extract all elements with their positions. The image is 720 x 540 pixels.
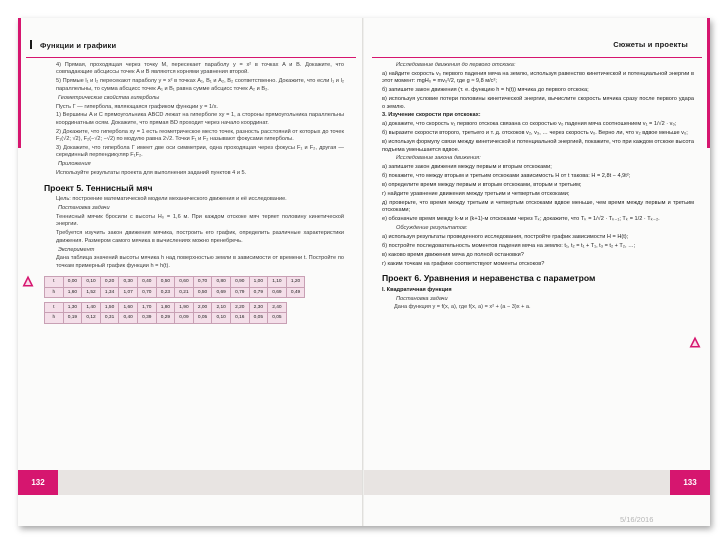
table-cell: 1,00 (249, 277, 268, 287)
table-cell: 0,16 (230, 313, 249, 323)
table-cell: 1,52 (82, 287, 101, 297)
table-cell: 0,05 (249, 313, 268, 323)
table-cell: 0,70 (193, 277, 212, 287)
paragraph: б) покажите, что между вторым и третьим отскоками зависимость H от t такова: H = 2,8t − 4,9t²; (382, 173, 631, 180)
paragraph: в) определите время между первым и вторым отскоками, вторым и третьим; (382, 182, 582, 189)
table-cell: 0,69 (212, 287, 231, 297)
subheading: Приложения (58, 161, 91, 168)
subheading: Исследование движения до первого отскока: (396, 62, 516, 68)
table-cell: 0,90 (230, 277, 249, 287)
subheading: Геометрические свойства гиперболы (58, 94, 160, 101)
table-cell: 1,34 (100, 287, 119, 297)
table-cell: t (45, 277, 64, 287)
table-cell: 0,19 (63, 313, 82, 323)
table-cell: 1,90 (175, 303, 194, 313)
table-cell: 0,30 (119, 277, 138, 287)
section-heading: I. Квадратичная функция (382, 286, 452, 293)
table-cell: 0,69 (268, 287, 287, 297)
left-body (44, 62, 344, 324)
table-cell: 0,79 (249, 287, 268, 297)
paragraph: Используйте результаты проекта для выполнения заданий пунктов 4 и 5. (56, 170, 247, 177)
paragraph: Дана таблица значений высоты мячика h над поверхностью земли в зависимости от времени t. Постройте по точкам примерный график функции h = h(t). (56, 255, 344, 269)
table-cell: 1,30 (63, 303, 82, 313)
paragraph: б) выразите скорости второго, третьего и т. д. отскоков v₂, v₃, … через скорость v₀. Верно ли, что v₂ вдвое меньше v₀; (382, 130, 688, 137)
project-marker-icon (689, 336, 701, 348)
table-cell: 0,40 (137, 277, 156, 287)
table-row-h (45, 287, 305, 297)
table-cell: 0,23 (156, 287, 175, 297)
table-cell: 0,10 (212, 313, 231, 323)
paragraph: 5) Прямые l₁ и l₂ пересекают параболу y = x² в точках A₁, B₁ и A₂, B₂ соответственно. Докажите, что если l₁ и l₂ параллельны, то сумма абсцисс точек A₁ и B₁ равна сумме абсцисс точек A₂ и B₂. (56, 78, 344, 92)
height-table-2 (44, 302, 287, 324)
left-header-rule (26, 57, 356, 58)
paragraph: Теннисный мячик бросили с высоты H₀ = 1,6 м. При каждом отскоке мяч теряет половину кинетической энергии. (56, 213, 344, 228)
paragraph: 3) Докажите, что гипербола Г имеет две оси симметрии, одна проходящая через фокусы F₁ и F₂, другая — серединный перпендикуляр F₁F₂. (56, 145, 344, 159)
paragraph: в) используя условие потери половины кинетической энергии, вычислите скорость мячика сразу после первого удара о землю. (382, 96, 694, 110)
table-cell: 0,09 (175, 313, 194, 323)
table-cell: h (45, 287, 64, 297)
table-cell: 2,00 (193, 303, 212, 313)
paragraph: 4) Прямая, проходящая через точку M, пересекает параболу y = x² в точках A и B. Докажите, что совпадающие абсциссы точек A и B являются корнями уравнения второй. (56, 62, 344, 76)
table-cell: 0,40 (119, 313, 138, 323)
left-page-number: 132 (18, 470, 58, 495)
table-cell: 0,21 (175, 287, 194, 297)
paragraph: Требуется изучить закон движения мячика, построить его график, определить различные характеристики движения. Размером самого мячика в вычислениях можно пренебречь. (56, 230, 344, 244)
table-cell: 1,10 (268, 277, 287, 287)
right-header-rule (372, 57, 702, 58)
table-row-h (45, 313, 287, 323)
table-cell: 1,60 (119, 303, 138, 313)
left-footer-band (58, 470, 364, 495)
table-cell: 0,39 (137, 313, 156, 323)
paragraph: а) найдите скорость v₀ первого падения мяча на землю, используя равенство кинетической и потенциальной энергии в этот момент: mgH₀ = mv₀²/2, где g ≈ 9,8 м/с²; (382, 70, 694, 85)
section-heading: 3. Изучение скорости при отскоках: (382, 112, 481, 119)
paragraph: 1) Вершины A и C прямоугольника ABCD лежат на гиперболе xy = 1, а стороны прямоугольника параллельны координатным осям. Докажите, что прямая BD проходит через начало координат. (56, 112, 344, 126)
table-cell: 1,07 (119, 287, 138, 297)
table-cell: 0,49 (286, 287, 305, 297)
paragraph: Дана функция y = f(x, a), где f(x, a) = x² + (a − 3)x + a. (394, 304, 531, 311)
paragraph: Цель: построение математической модели механического движения и её исследование. (56, 196, 287, 203)
right-running-header (613, 40, 688, 54)
right-page (364, 18, 710, 526)
table-cell: 2,10 (212, 303, 231, 313)
table-cell: 0,60 (175, 277, 194, 287)
table-cell: 1,70 (137, 303, 156, 313)
paragraph: е) обозначьте время между k-м и (k+1)-м отскоками через Tₖ; докажите, что Tₖ = 1/√2 · Tₖ₋₁; Tₖ = 1/2 · Tₖ₋₂. (382, 216, 660, 223)
paragraph: б) постройте последовательность моментов падения мяча на землю: t₁, t₂ = t₁ + T₁, t₃ = t₂ + T₂, …; (382, 243, 636, 250)
project-5-title: Проект 5. Теннисный мяч (44, 182, 153, 193)
height-table-1 (44, 276, 305, 298)
table-row-t (45, 277, 305, 287)
paragraph: а) запишите закон движения между первым и вторым отскоками; (382, 164, 552, 171)
table-cell: t (45, 303, 64, 313)
table-row-t (45, 303, 287, 313)
table-cell: 0,05 (193, 313, 212, 323)
subheading: Постановка задачи (58, 205, 110, 211)
left-running-header (30, 40, 116, 54)
left-page (18, 18, 364, 526)
left-edge-bar (18, 18, 21, 148)
right-page-number: 133 (670, 470, 710, 495)
subheading: Обсуждение результатов: (396, 225, 468, 232)
paragraph: Пусть Г — гипербола, являющаяся графиком функции y = 1/x. (56, 103, 218, 110)
paragraph: 2) Докажите, что гипербола xy = 1 есть геометрическое место точек, разность расстояний от которых до точек F₁(√2; √2), F₂(−√2; −√2) по модулю равна 2√2. Точки F₁ и F₂ называют фокусами гиперболы. (56, 128, 344, 143)
subheading: Исследование закона движения: (396, 155, 481, 162)
paragraph: б) запишите закон движения (т. е. функцию h = h(t)) мячика до первого отскока; (382, 87, 589, 94)
header-mark (30, 40, 32, 49)
project-6-title: Проект 6. Уравнения и неравенства с параметром (382, 273, 596, 284)
paragraph: в) используя формулу связи между кинетической и потенциальной энергией, покажите, что при каждом отскоке высота подъема уменьшается вдвое. (382, 139, 694, 153)
table-cell: 0,70 (137, 287, 156, 297)
table-cell: 1,60 (63, 287, 82, 297)
table-cell: h (45, 313, 64, 323)
right-header-text: Сюжеты и проекты (613, 40, 688, 49)
table-cell: 0,05 (268, 313, 287, 323)
table-cell: 1,50 (100, 303, 119, 313)
table-cell: 0,31 (100, 313, 119, 323)
table-cell: 0,50 (193, 287, 212, 297)
table-cell: 2,20 (230, 303, 249, 313)
paragraph: а) используя результаты проведенного исследования, постройте график зависимости H = H(t); (382, 234, 629, 241)
table-cell: 1,20 (286, 277, 305, 287)
table-cell: 0,79 (230, 287, 249, 297)
table-cell: 0,50 (156, 277, 175, 287)
table-cell: 2,30 (249, 303, 268, 313)
subheading: Постановка задачи (396, 295, 448, 302)
paragraph: а) докажите, что скорость v₁ первого отскока связана со скоростью v₀ падения мяча соотношением v₁ = 1/√2 · v₀; (382, 121, 677, 128)
subheading: Эксперимент (58, 246, 95, 253)
right-edge-bar (707, 18, 710, 148)
table-cell: 0,12 (82, 313, 101, 323)
project-marker-icon (22, 275, 34, 287)
table-cell: 0,20 (100, 277, 119, 287)
left-header-text: Функции и графики (40, 41, 117, 50)
table-cell: 1,40 (82, 303, 101, 313)
table-cell: 0,29 (156, 313, 175, 323)
table-cell: 0,10 (82, 277, 101, 287)
paragraph: г) найдите уравнение движения между третьим и четвертым отскоками; (382, 191, 570, 198)
paragraph: д) проверьте, что время между третьим и четвертым отскоками вдвое меньше, чем время между первым и третьим отскоками; (382, 200, 694, 214)
right-footer-band (364, 470, 670, 495)
slide-date: 5/16/2016 (620, 515, 654, 524)
table-cell: 0,80 (212, 277, 231, 287)
book-spread (18, 18, 710, 526)
paragraph: в) каково время движения мяча до полной остановки? (382, 251, 524, 258)
paragraph: г) каким точкам на графике соответствуют моменты отскоков? (382, 260, 545, 267)
right-body (382, 62, 694, 313)
table-cell: 2,40 (268, 303, 287, 313)
table-cell: 1,80 (156, 303, 175, 313)
table-cell: 0,00 (63, 277, 82, 287)
